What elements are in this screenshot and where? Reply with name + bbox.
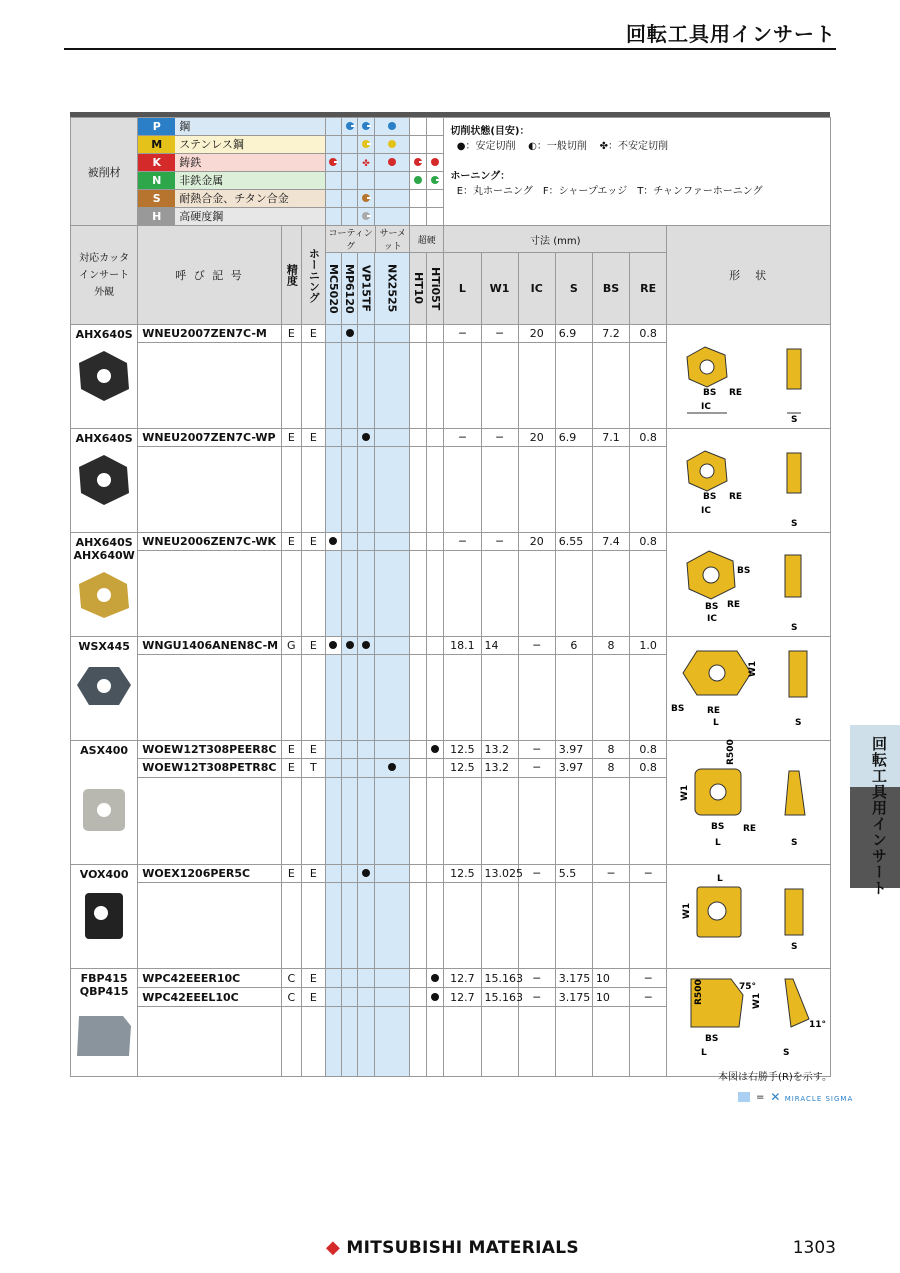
legend-unstable: ✤：不安定切削 [599,141,669,152]
insert-table: 被削材 P 鋼 切削状態(目安)： ●：安定切削 ◐：一般切削 ✤：不安定切削 ホーニング： E：丸ホーニング F：シャープエッジ T：チャンファーホーニング M ステンレス鋼 K 鋳鉄 ✤ N 非鉄金属 S 耐熱合金、チタン合金 H 高硬度鋼 対応カッタ インサート 外観 呼 び 記 号 精度 ホーニング コーティング サーメット 超硬 寸法 (mm) 形 状 MC5020 MP6120 VP15TF NX2525 HT10 HTi05T L W1 IC S BS RE AHX640S WNEU2007ZEN7C-M E E ─ ─ 20 6.9 7.2 0.8 BS RE IC S AHX640S WNEU2007ZEN7C-WP E E ─ ─ 20 6.9 7.1 0.8 BS RE IC S AHX640S AHX640W WNEU2006ZEN7C-WK E E ─ ─ 20 6.55 7.4 0.8 BS RE BS IC S WSX445 WNGU1406ANEN8C-M G E 18.1 14 ─ 6 8 1.0 W1 BS RE L S ASX400 WOEW12T308PEER8C E E 12.5 13.2 ─ 3.97 8 0.8 R500 W1 BS RE L S WOEW12T308PETR8C E T 12.5 13.2 ─ 3.97 8 0.8 VOX400 WOEX1206PER5C E E 12.5 13.025 ─ 5.5 ─ ─ L W1 S FBP415 QBP415 WPC42EEER10C C E 12.7 15.163 ─ 3.175 10 ─ R500 75° W1 11° BS L S WPC42EEEL10C C E 12.7 15.163 ─ 3.175 10 ─ [70,117,831,1077]
grade-ht10: HT10 [410,253,427,325]
svg-text:BS: BS [711,822,725,832]
miracle-sigma-logo: ✕ MIRACLE SIGMA [770,1090,854,1104]
svg-text:S: S [791,623,798,633]
dim-re-header: RE [630,253,667,325]
page-number: 1303 [792,1238,836,1258]
insert-code: WNEU2006ZEN7C-WK [138,533,282,551]
dim-s-header: S [555,253,592,325]
table-row: FBP415 QBP415 WPC42EEER10C C E 12.7 15.163 ─ 3.175 10 ─ R500 75° W1 11° BS L S [71,969,831,988]
code-header: 呼 び 記 号 [138,226,282,325]
legend-general: ◐：一般切削 [528,141,587,152]
three-diamonds-icon: ◆ [326,1237,341,1258]
legend-honing-title: ホーニング： [450,171,511,182]
grade-hti05t: HTi05T [427,253,444,325]
material-letter-h: H [138,208,175,225]
insert-code: WOEW12T308PEER8C [138,741,282,759]
table-row: WPC42EEEL10C C E 12.7 15.163 ─ 3.175 10 ─ [71,988,831,1007]
svg-text:S: S [791,838,798,848]
cutter-header: 対応カッタ インサート 外観 [71,226,138,325]
table-row: VOX400 WOEX1206PER5C E E 12.5 13.025 ─ 5.5 ─ ─ L W1 S [71,865,831,883]
dim-ic-header: IC [518,253,555,325]
insert-code: WOEW12T308PETR8C [138,759,282,777]
material-name-n: 非鉄金属 [175,172,325,189]
dim-w1-header: W1 [481,253,518,325]
grade-dot [342,118,358,136]
svg-text:BS: BS [705,1034,719,1044]
dim-l-header: L [444,253,481,325]
svg-text:W1: W1 [680,784,691,801]
svg-text:IC: IC [701,506,712,516]
page-title: 回転工具用インサート [626,22,836,46]
legend-box [444,118,831,226]
svg-text:S: S [795,718,802,728]
material-name-m: ステンレス鋼 [175,136,325,153]
legend-key: = ✕ MIRACLE SIGMA [738,1090,853,1104]
table-row: AHX640S AHX640W WNEU2006ZEN7C-WK E E ─ ─ 20 6.55 7.4 0.8 BS RE BS IC S [71,533,831,551]
insert-photo [75,661,133,711]
shape-drawing [667,969,831,1077]
material-name-s: 耐熱合金、チタン合金 [175,190,325,207]
table-row: WSX445 WNGU1406ANEN8C-M G E 18.1 14 ─ 6 8 1.0 W1 BS RE L S [71,637,831,655]
svg-text:RE: RE [729,388,743,398]
insert-photo [77,570,131,620]
grade-mc5020: MC5020 [325,253,341,325]
accuracy-header: 精度 [281,226,301,325]
material-name-h: 高硬度鋼 [175,208,325,225]
material-name-p: 鋼 [175,118,325,135]
coating-group-header: コーティング サーメット [325,226,409,253]
table-row: ASX400 WOEW12T308PEER8C E E 12.5 13.2 ─ 3.97 8 0.8 R500 W1 BS RE L S [71,741,831,759]
svg-text:RE: RE [729,492,743,502]
insert-code: WOEX1206PER5C [138,865,282,883]
insert-photo [75,1010,133,1060]
svg-text:BS: BS [703,492,717,502]
legend-honing: E：丸ホーニング F：シャープエッジ T：チャンファーホーニング [456,186,763,197]
insert-photo [77,349,131,403]
insert-code: WNEU2007ZEN7C-WP [138,429,282,447]
table-row: AHX640S WNEU2007ZEN7C-M E E ─ ─ 20 6.9 7.2 0.8 BS RE IC S [71,325,831,343]
highlight-swatch [738,1092,750,1102]
svg-text:W1: W1 [748,660,759,677]
company-logo: ◆ MITSUBISHI MATERIALS [326,1237,579,1258]
carbide-group-header: 超硬 [410,226,444,253]
insert-code: WPC42EEEL10C [138,988,282,1007]
svg-text:W1: W1 [752,992,763,1009]
grade-mp6120: MP6120 [342,253,358,325]
material-name-k: 鋳鉄 [175,154,325,171]
svg-text:S: S [783,1048,790,1058]
insert-photo [77,453,131,507]
material-letter-n: N [138,172,175,189]
svg-text:S: S [791,942,798,952]
table-row: AHX640S WNEU2007ZEN7C-WP E E ─ ─ 20 6.9 7.1 0.8 BS RE IC S [71,429,831,447]
svg-text:IC: IC [701,402,712,412]
legend-cut-title: 切削状態(目安)： [450,126,530,137]
svg-text:R500: R500 [694,979,705,1005]
svg-text:L: L [715,838,721,848]
material-letter-m: M [138,136,175,153]
honing-header: ホーニング [301,226,325,325]
svg-text:S: S [791,415,798,425]
svg-text:BS: BS [703,388,717,398]
svg-text:W1: W1 [682,902,693,919]
svg-text:75°: 75° [739,982,757,992]
svg-text:S: S [791,519,798,529]
svg-text:RE: RE [727,600,741,610]
svg-text:IC: IC [707,614,718,624]
insert-code: WNEU2007ZEN7C-M [138,325,282,343]
dim-bs-header: BS [592,253,629,325]
material-letter-s: S [138,190,175,207]
drawing-note: 本図は右勝手(R)を示す。 [718,1072,832,1083]
svg-text:L: L [713,718,719,728]
shape-header: 形 状 [667,226,831,325]
header-rule [64,48,836,50]
material-letter-k: K [138,154,175,171]
legend-stable: ●：安定切削 [456,141,516,152]
shape-drawing [667,429,831,533]
shape-drawing [667,741,831,865]
insert-photo [79,889,129,943]
svg-text:RE: RE [707,706,721,716]
svg-text:L: L [717,874,723,884]
shape-drawing [667,325,831,429]
grade-vp15tf: VP15TF [358,253,375,325]
svg-text:RE: RE [743,824,757,834]
material-letter-p: P [138,118,175,135]
insert-code: WPC42EEER10C [138,969,282,988]
shape-drawing [667,533,831,637]
svg-text:BS: BS [671,704,685,714]
materials-label: 被削材 [71,118,138,226]
svg-text:R500: R500 [726,739,737,765]
svg-text:BS: BS [737,566,751,576]
grade-nx2525: NX2525 [375,253,410,325]
dims-group-header: 寸法 (mm) [444,226,667,253]
side-tab-label: 回転工具用インサート [870,736,888,896]
shape-drawing [667,865,831,969]
svg-text:L: L [701,1048,707,1058]
table-row: WOEW12T308PETR8C E T 12.5 13.2 ─ 3.97 8 0.8 [71,759,831,777]
svg-text:11°: 11° [809,1020,827,1030]
insert-code: WNGU1406ANEN8C-M [138,637,282,655]
svg-text:BS: BS [705,602,719,612]
insert-photo [79,785,129,835]
shape-drawing [667,637,831,741]
